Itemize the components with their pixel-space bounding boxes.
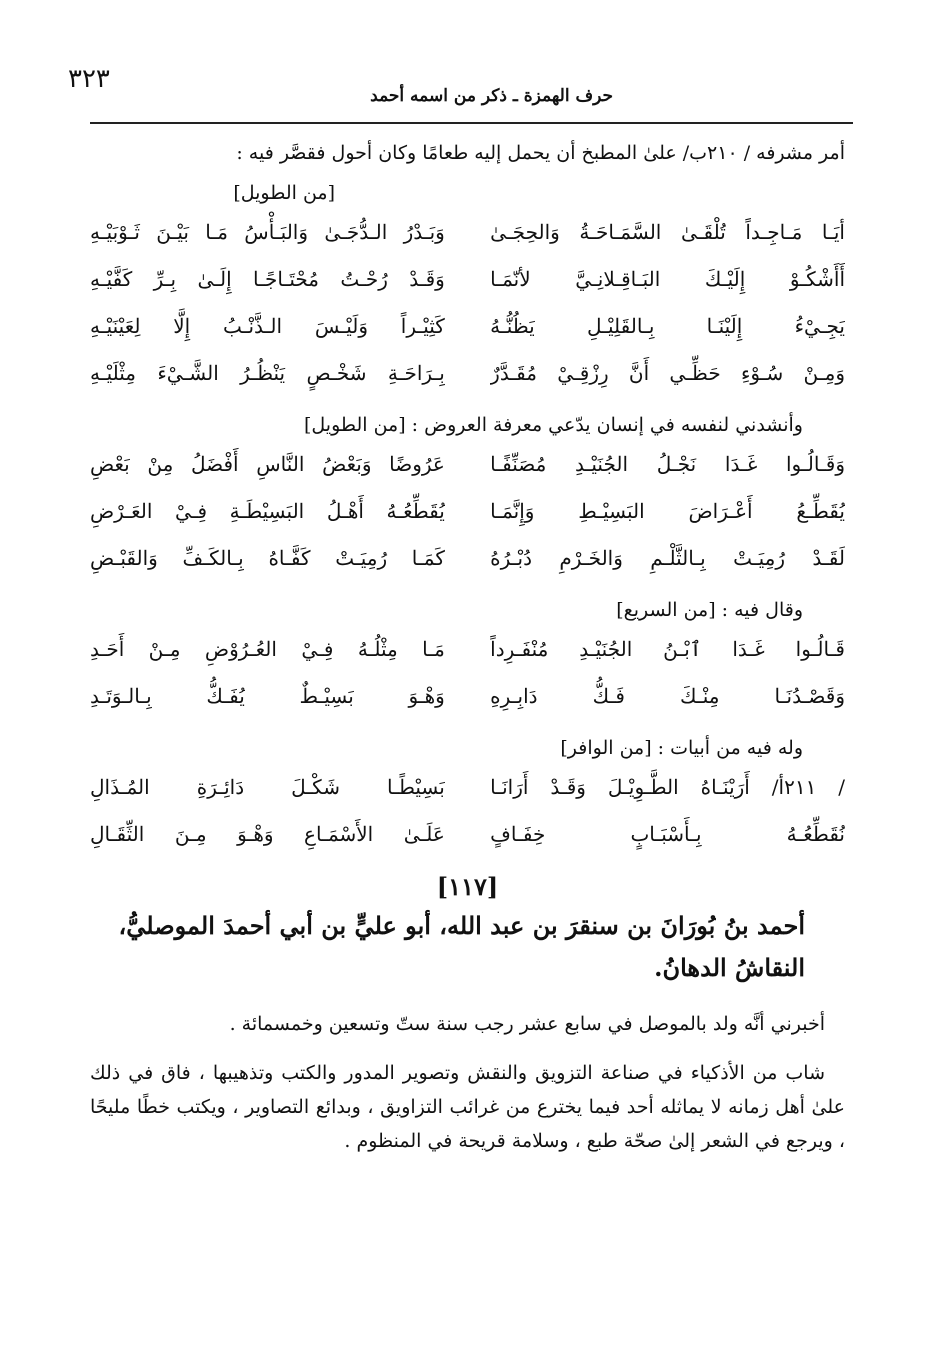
- second-hemistich: عَلَـىٰ الأَسْمَـاعِ وَهْـوَ مِـنَ الثِّقَـالِ: [90, 822, 445, 846]
- second-hemistich: بِـرَاحَـةِ شَخْـصٍ يَنْظُـرُ الشَّـيْءَ مِثْلَيْـهِ: [90, 361, 445, 385]
- page-number: ٣٢٣: [68, 64, 110, 94]
- first-hemistich: يُقَطِّـعُ أَعْـرَاضَ البَسِيْـطِ وَإِنَّمَـا: [490, 499, 845, 523]
- verse: [90, 764, 845, 811]
- second-hemistich: بَسِيْطًـا شَكْـلَ دَائِـرَةِ المُـذَالِ: [90, 775, 445, 799]
- first-hemistich: وَمِـنْ سُـوْءِ حَظِّـي أَنَّ رِزْقِـيْ مُقَـدَّرٌ: [490, 361, 845, 385]
- second-hemistich: كَمَـا رُمِيَـتْ كَفَّـاهُ بِـالكَـفِّ وَالقَبْـضِ: [90, 546, 445, 570]
- first-hemistich: أَأَشْكُـوْ إِلَيْـكَ البَـاقِـلانِـيَّ لأنّمَـا: [490, 267, 845, 291]
- entry-title: أحمد بنُ بُورَانَ بن سنقرَ بن عبد الله، أبو عليٍّ بن أبي أحمدَ الموصليُّ، النقاشُ الدهانُ.: [118, 911, 805, 982]
- first-hemistich: نُقَطِّعُـهُ بِـأَسْبَـابٍ خِفَـافٍ: [490, 822, 845, 846]
- page-body: [90, 138, 845, 1158]
- second-hemistich: كَثِيْـراً وَلَيْـسَ الـذَّنْـبُ إِلَّا لِعَيْنَيْـهِ: [90, 314, 445, 338]
- first-hemistich: يَجِـيْءُ إِلَيْنَـا بِـالقَلِيْـلِ يَظُنُّـهُ: [490, 314, 845, 338]
- entry-number: [١١٧]: [436, 872, 499, 901]
- verse: [90, 256, 845, 303]
- verse: [90, 626, 845, 673]
- second-hemistich: وَبَـدْرُ الـدُّجَـىٰ وَالبَـأْسُ مَـا بَيْـنَ ثَـوْبَيْـهِ: [90, 220, 445, 244]
- verse: [90, 350, 845, 397]
- verse: [90, 209, 845, 256]
- poem-intro: وأنشدني لنفسه في إنسان يدّعي معرفة العروض : [من الطويل]: [303, 414, 803, 436]
- second-hemistich: وَهْـوَ بَسِيْـطٌ يُفَـكُّ بِـالـوَتَـدِ: [90, 684, 445, 708]
- verse: [90, 303, 845, 350]
- verse: [90, 811, 845, 858]
- meter-note: [من الطويل]: [233, 182, 335, 204]
- first-hemistich: أيَـا مَـاجِـداً تُلْقَـىٰ السَّمَـاحَـةُ وَالحِجَـىٰ: [490, 220, 845, 244]
- poem-intro: وله فيه من أبيات : [من الوافر]: [560, 737, 803, 759]
- verse: [90, 488, 845, 535]
- first-hemistich: قَـالُـوا غَـدَا ٱبْـنُ الجُنَيْـدِ مُنْفَـرِداً: [490, 637, 845, 661]
- bio-text: شاب من الأذكياء في صناعة التزويق والنقش وتصوير المدور والكتب وتذهيبها ، فاق في ذلك علىٰ أهل زمانه لا يماثله أحد فيما يخترع من غرائب التزاويق ، وبدائع التصاوير ، ويكتب خطًا مليحًا ، ويرجع في الشعر إلىٰ صحّة طبع ، وسلامة قريحة في المنظوم .: [90, 1062, 845, 1152]
- second-hemistich: يُقَطِّعُـهُ أَهْـلُ البَسِيْطَـةِ فِـيْ العَـرْضِ: [90, 499, 445, 523]
- first-hemistich: / ٢١١أ/ أَرَيْنَـاهُ الطَّـوِيْـلَ وَقَـدْ أَرَانَـا: [490, 775, 845, 799]
- second-hemistich: عَرُوضًا وَبَعْضُ النَّاسِ أَفْضَلُ مِنْ بَعْضِ: [90, 452, 445, 476]
- verse: [90, 673, 845, 720]
- first-hemistich: لَقَـدْ رُمِيَـتْ بِـالثَّلْـمِ وَالخَـرْمِ دُبْـرُهُ: [490, 546, 845, 570]
- second-hemistich: مَـا مِثْلُـهُ فِـيْ العُـرُوْضِ مِـنْ أَحَـدِ: [90, 637, 445, 661]
- verse: [90, 441, 845, 488]
- verse: [90, 535, 845, 582]
- poem-intro: وقال فيه : [من السريع]: [616, 599, 803, 621]
- birth-text: أخبرني أنَّه ولد بالموصل في سابع عشر رجب سنة ستّ وتسعين وخمسمائة .: [229, 1013, 825, 1035]
- first-hemistich: وَقَصْـدُنَـا مِنْـكَ فَـكُّ دَابِـرِهِ: [490, 684, 845, 708]
- first-hemistich: وَقَـالُـوا غَـدَا نَجْـلُ الجُنَيْـدِ مُصَنِّفًـا: [490, 452, 845, 476]
- running-header: حرف الهمزة ـ ذكر من اسمه أحمد: [370, 86, 613, 106]
- second-hemistich: وَقَـدْ رُحْـتُ مُحْتَـاجًـا إِلَـىٰ بِـرِّ كَفَّيْـهِ: [90, 267, 445, 291]
- header-rule: [90, 122, 853, 124]
- intro-text: أمر مشرفه / ٢١٠ب/ علىٰ المطبخ أن يحمل إليه طعامًا وكان أحول فقصَّر فيه :: [236, 142, 845, 164]
